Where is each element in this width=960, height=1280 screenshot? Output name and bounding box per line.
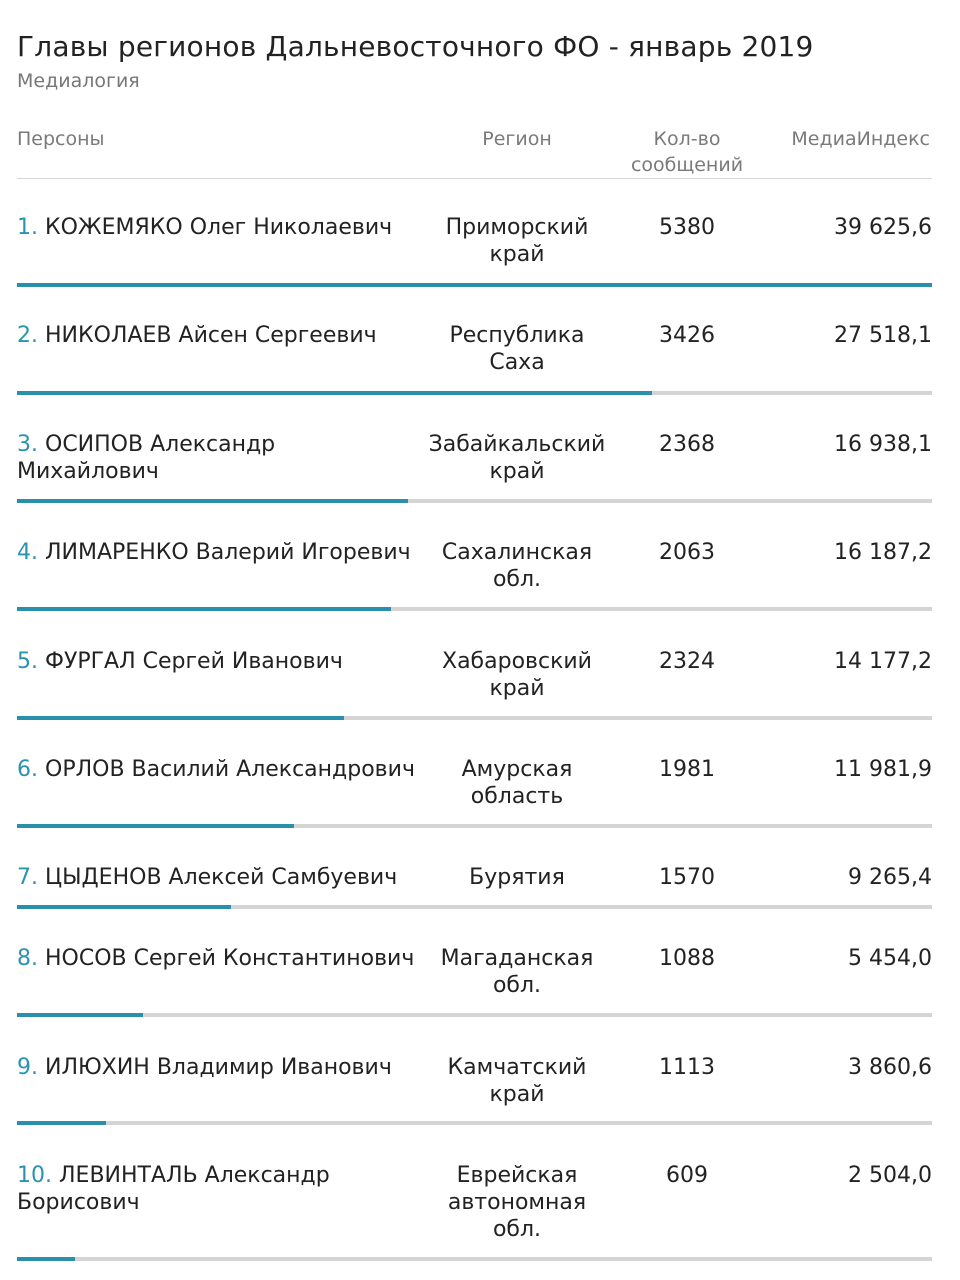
person-cell: [17, 431, 422, 485]
person-name: ОСИПОВ Александр Михайлович: [17, 432, 276, 484]
column-header-person: Персоны: [17, 128, 105, 150]
media-index-bar: [17, 905, 231, 909]
media-index-cell: 16 187,2: [834, 540, 932, 565]
person-cell: [17, 214, 422, 241]
media-index-bar: [17, 283, 932, 287]
media-index-bar-track: [17, 1121, 932, 1125]
rank-number: 9.: [17, 1055, 38, 1080]
media-index-bar: [17, 499, 408, 503]
person-name: ЛЕВИНТАЛЬ Александр Борисович: [17, 1163, 330, 1215]
message-count-cell: 609: [666, 1163, 708, 1188]
media-index-cell: 16 938,1: [834, 432, 932, 457]
rank-number: 4.: [17, 540, 38, 565]
rank-number: 3.: [17, 432, 38, 457]
person-name: ЦЫДЕНОВ Алексей Самбуевич: [45, 865, 398, 890]
media-index-bar-track: [17, 905, 932, 909]
message-count-cell: 2063: [659, 540, 715, 565]
region-cell: Приморский край: [445, 215, 589, 267]
rank-number: 2.: [17, 323, 38, 348]
media-index-bar-track: [17, 607, 932, 611]
person-name: ФУРГАЛ Сергей Иванович: [45, 649, 343, 674]
message-count-cell: 1981: [659, 757, 715, 782]
region-cell: Бурятия: [469, 865, 565, 890]
message-count-cell: 1088: [659, 946, 715, 971]
column-header-region: Регион: [482, 128, 552, 150]
person-name: КОЖЕМЯКО Олег Николаевич: [45, 215, 393, 240]
person-name: НОСОВ Сергей Константинович: [45, 946, 415, 971]
chart-subtitle: Медиалогия: [17, 70, 140, 92]
media-index-bar-track: [17, 391, 932, 395]
person-cell: [17, 648, 422, 675]
media-index-bar: [17, 1257, 75, 1261]
region-cell: Хабаровский край: [442, 649, 592, 701]
message-count-cell: 5380: [659, 215, 715, 240]
region-cell: Забайкальский край: [428, 432, 606, 484]
message-count-cell: 1113: [659, 1055, 715, 1080]
rank-number: 10.: [17, 1163, 52, 1188]
media-index-cell: 9 265,4: [848, 865, 932, 890]
media-index-cell: 2 504,0: [848, 1163, 932, 1188]
media-index-bar: [17, 1013, 143, 1017]
region-cell: Еврейская автономная обл.: [447, 1163, 587, 1242]
region-cell: Республика Саха: [449, 323, 585, 375]
message-count-cell: 3426: [659, 323, 715, 348]
media-index-cell: 27 518,1: [834, 323, 932, 348]
person-name: НИКОЛАЕВ Айсен Сергеевич: [45, 323, 377, 348]
media-index-bar-track: [17, 824, 932, 828]
person-cell: [17, 322, 422, 349]
person-cell: [17, 945, 422, 972]
region-cell: Сахалинская обл.: [441, 540, 593, 592]
media-index-bar: [17, 1121, 106, 1125]
media-index-cell: 39 625,6: [834, 215, 932, 240]
media-index-bar: [17, 607, 391, 611]
media-index-cell: 5 454,0: [848, 946, 932, 971]
media-index-cell: 11 981,9: [834, 757, 932, 782]
media-index-bar-track: [17, 1013, 932, 1017]
header-divider: [17, 178, 932, 179]
media-index-cell: 14 177,2: [834, 649, 932, 674]
media-index-bar: [17, 391, 652, 395]
chart-title: Главы регионов Дальневосточного ФО - январь 2019: [17, 30, 814, 63]
rank-number: 7.: [17, 865, 38, 890]
person-name: ОРЛОВ Василий Александрович: [45, 757, 415, 782]
media-index-bar-track: [17, 1257, 932, 1261]
rank-number: 8.: [17, 946, 38, 971]
person-name: ЛИМАРЕНКО Валерий Игоревич: [45, 540, 411, 565]
person-cell: [17, 756, 422, 783]
media-index-bar-track: [17, 716, 932, 720]
region-cell: Амурская область: [461, 757, 573, 809]
message-count-cell: 1570: [659, 865, 715, 890]
person-name: ИЛЮХИН Владимир Иванович: [45, 1055, 392, 1080]
media-index-bar-track: [17, 283, 932, 287]
media-index-bar-track: [17, 499, 932, 503]
message-count-cell: 2368: [659, 432, 715, 457]
rank-number: 1.: [17, 215, 38, 240]
region-cell: Магаданская обл.: [440, 946, 594, 998]
media-index-bar: [17, 824, 294, 828]
message-count-cell: 2324: [659, 649, 715, 674]
person-cell: [17, 1054, 422, 1081]
column-header-count: Кол-во сообщений: [630, 128, 744, 176]
column-header-index: МедиаИндекс: [791, 128, 930, 150]
person-cell: [17, 539, 422, 566]
region-cell: Камчатский край: [447, 1055, 587, 1107]
rank-number: 5.: [17, 649, 38, 674]
media-index-cell: 3 860,6: [848, 1055, 932, 1080]
media-index-bar: [17, 716, 344, 720]
rank-number: 6.: [17, 757, 38, 782]
person-cell: [17, 1162, 422, 1216]
person-cell: [17, 864, 422, 891]
